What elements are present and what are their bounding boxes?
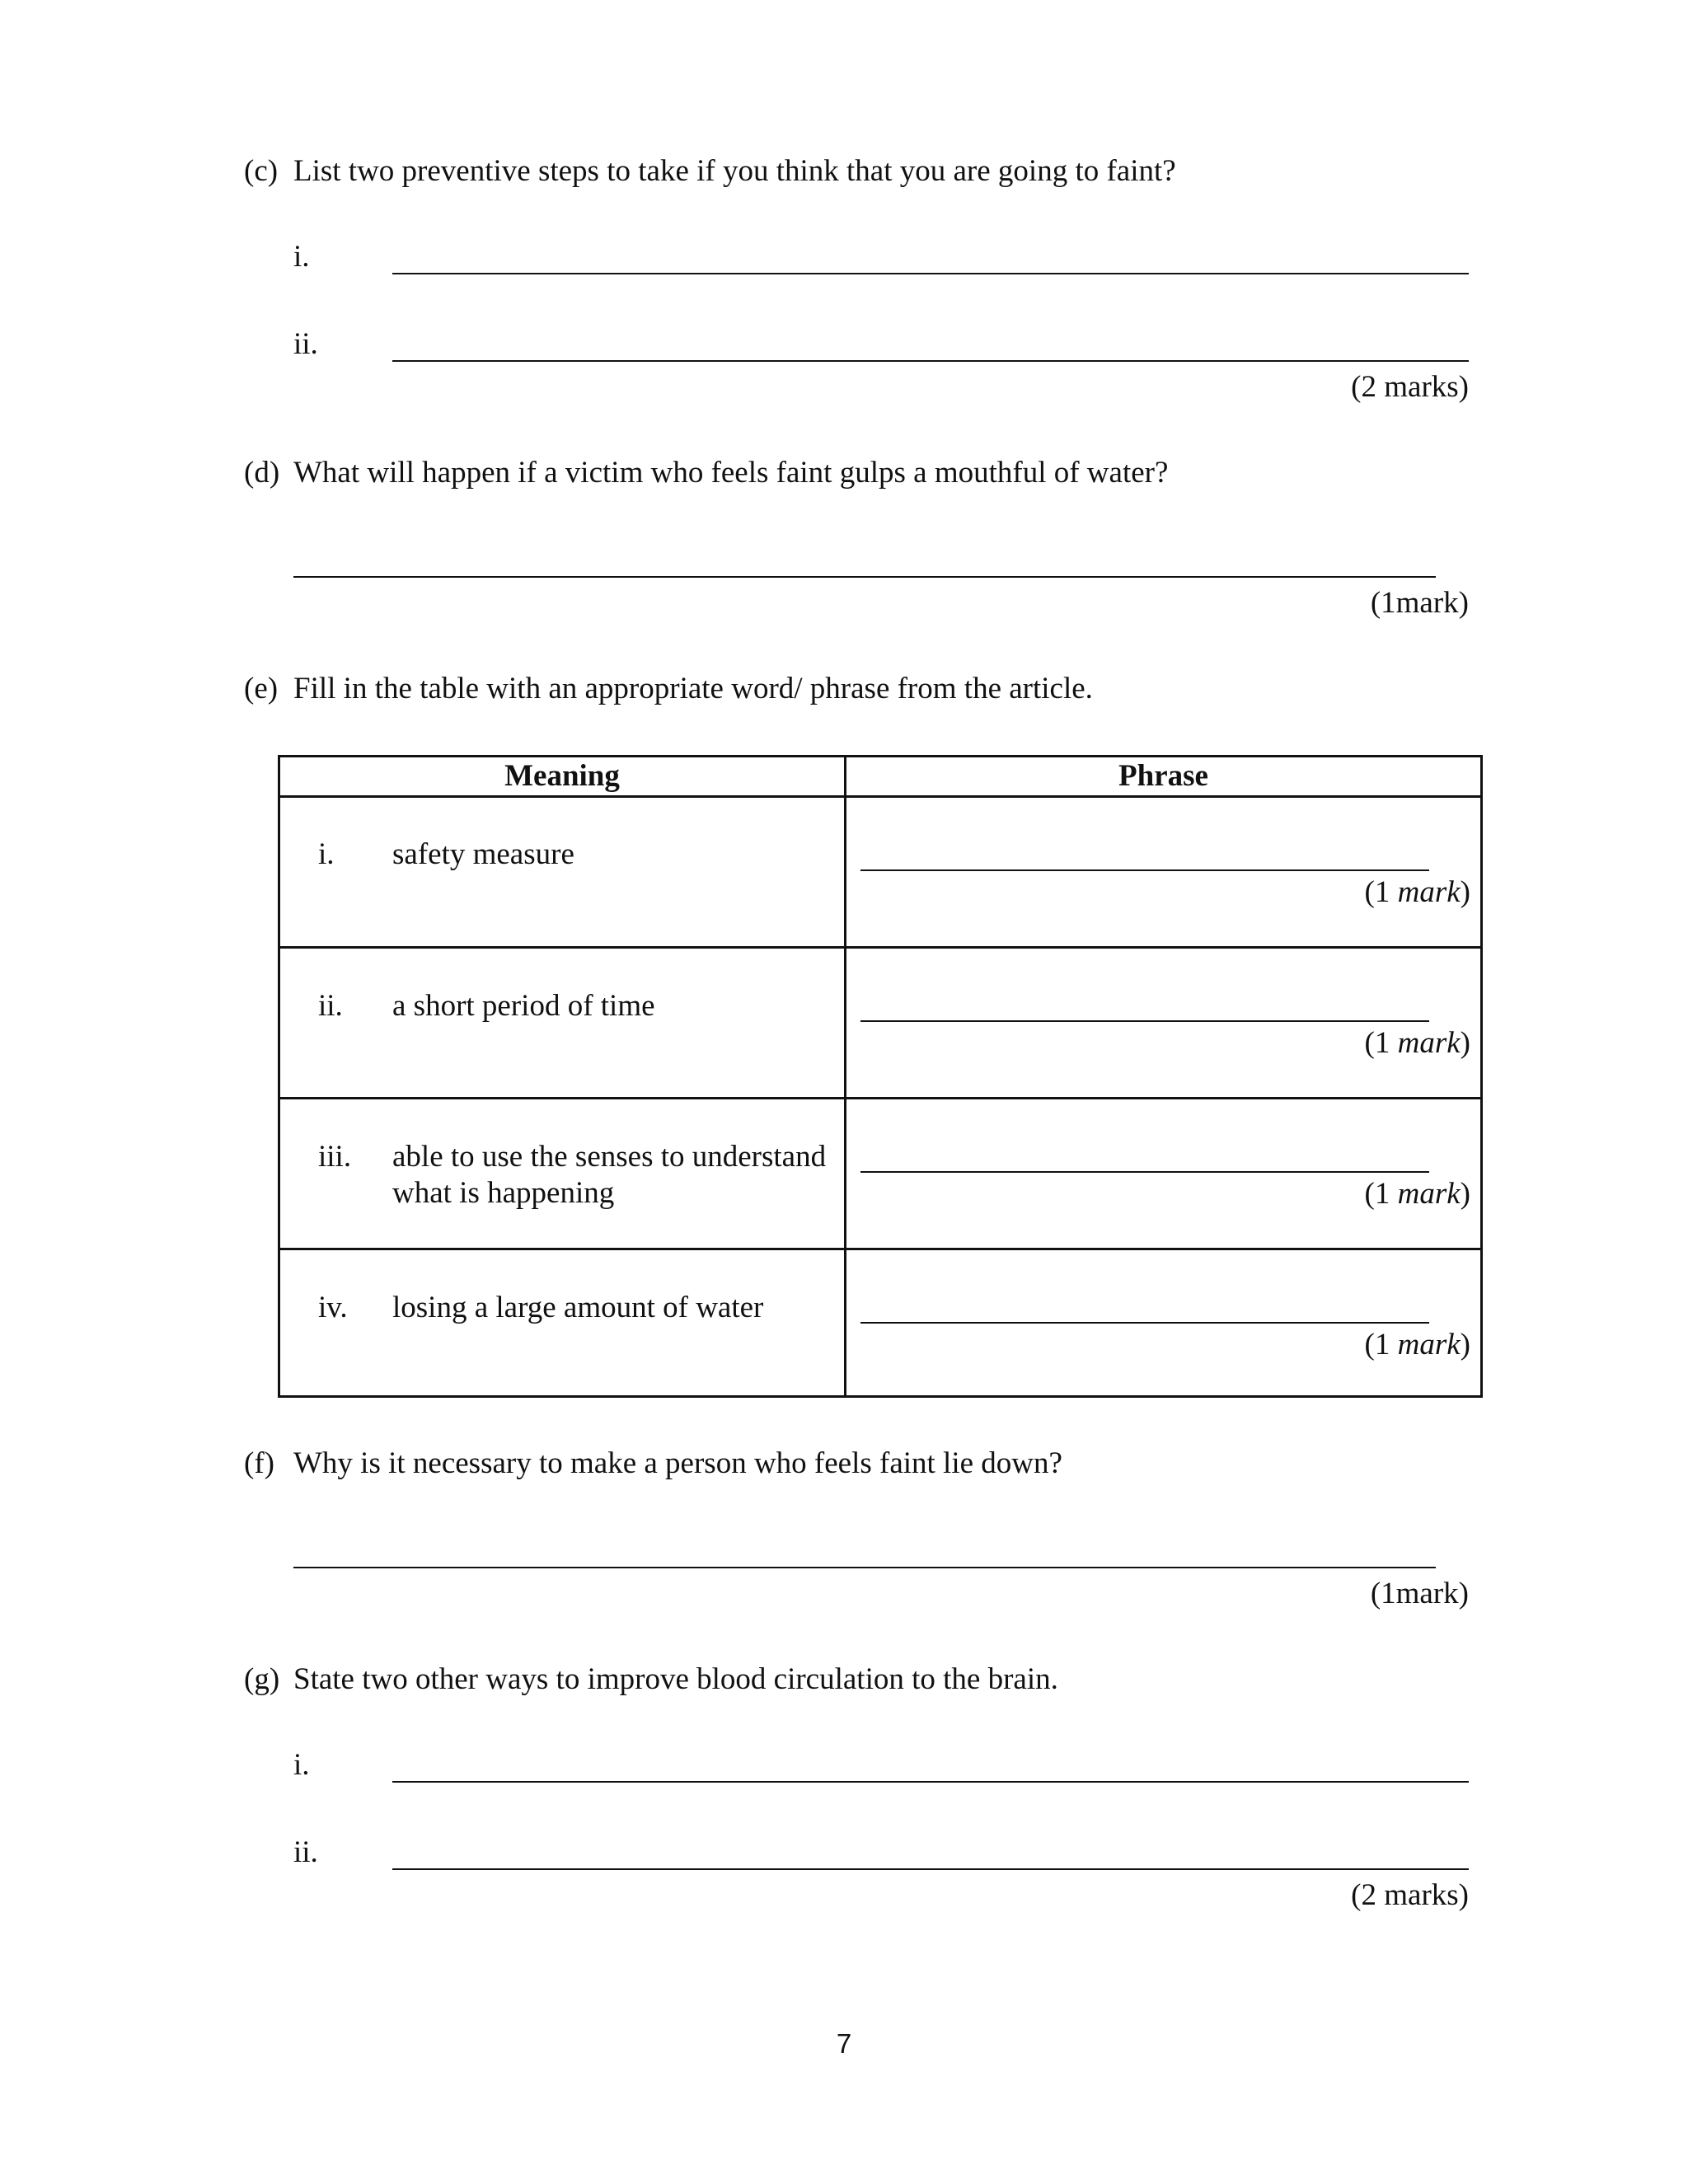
question-d-text: What will happen if a victim who feels faint gulps a mouthful of water?	[293, 456, 1169, 490]
table-row-4-answer-line[interactable]	[860, 1322, 1429, 1324]
question-c-label: (c)	[244, 154, 279, 188]
question-c-answer-line-1[interactable]	[392, 273, 1469, 274]
table-row-1-marks: (1 mark)	[1364, 875, 1470, 909]
question-g-label: (g)	[244, 1662, 280, 1696]
table-column-divider	[844, 757, 846, 1395]
table-row-2-answer-line[interactable]	[860, 1020, 1429, 1022]
question-f-label: (f)	[244, 1446, 274, 1480]
table-row-4-meaning: losing a large amount of water	[392, 1291, 764, 1324]
table-row-2-number: ii.	[318, 989, 343, 1023]
question-d-marks: (1mark)	[1370, 586, 1469, 620]
table-row-2-meaning: a short period of time	[392, 989, 655, 1023]
question-g-item-1-label: i.	[293, 1748, 310, 1782]
table-header-phrase: Phrase	[1118, 759, 1208, 793]
question-c-answer-line-2[interactable]	[392, 360, 1469, 362]
question-c-marks: (2 marks)	[1351, 370, 1469, 404]
table-header-meaning: Meaning	[504, 759, 620, 793]
question-e-text: Fill in the table with an appropriate word/ phrase from the article.	[293, 672, 1093, 705]
page-number: 7	[836, 2028, 852, 2059]
question-f-answer-line[interactable]	[293, 1567, 1436, 1568]
table-row-4-number: iv.	[318, 1291, 348, 1324]
question-g-answer-line-1[interactable]	[392, 1781, 1469, 1783]
table-row-3-meaning: able to use the senses to understand what is happening	[392, 1140, 827, 1210]
question-g-text: State two other ways to improve blood circulation to the brain.	[293, 1662, 1058, 1696]
meaning-phrase-table	[278, 755, 1483, 1398]
table-row-divider	[280, 1097, 1480, 1099]
question-g-answer-line-2[interactable]	[392, 1868, 1469, 1870]
table-row-divider	[280, 795, 1480, 798]
question-d-label: (d)	[244, 456, 280, 490]
question-c-item-1-label: i.	[293, 240, 310, 274]
question-e-label: (e)	[244, 672, 279, 705]
table-row-3-number: iii.	[318, 1140, 352, 1174]
table-row-divider	[280, 1248, 1480, 1250]
table-row-divider	[280, 946, 1480, 949]
table-row-3-marks: (1 mark)	[1364, 1177, 1470, 1211]
question-f-text: Why is it necessary to make a person who feels faint lie down?	[293, 1446, 1062, 1480]
table-row-4-marks: (1 mark)	[1364, 1328, 1470, 1361]
question-d-answer-line[interactable]	[293, 576, 1436, 578]
table-row-1-answer-line[interactable]	[860, 869, 1429, 871]
question-f-marks: (1mark)	[1370, 1577, 1469, 1610]
question-g-item-2-label: ii.	[293, 1835, 318, 1869]
table-row-2-marks: (1 mark)	[1364, 1026, 1470, 1060]
question-c-text: List two preventive steps to take if you think that you are going to faint?	[293, 154, 1176, 188]
table-row-1-meaning: safety measure	[392, 837, 574, 871]
table-row-3-answer-line[interactable]	[860, 1171, 1429, 1173]
table-row-1-number: i.	[318, 837, 335, 871]
question-g-marks: (2 marks)	[1351, 1878, 1469, 1912]
question-c-item-2-label: ii.	[293, 327, 318, 361]
